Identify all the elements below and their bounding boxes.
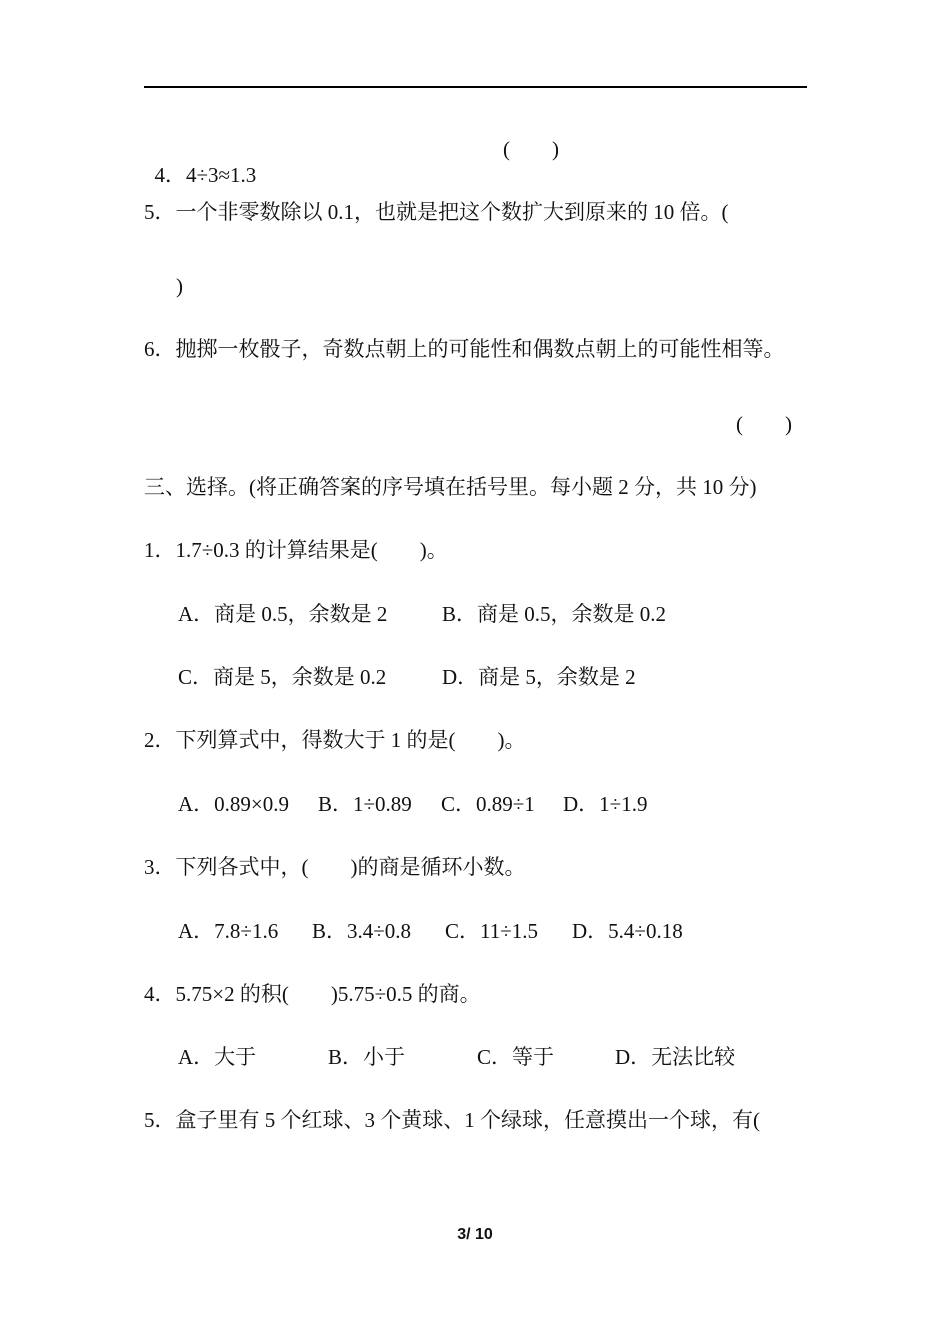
section-3-heading: 三、选择。(将正确答案的序号填在括号里。每小题 2 分，共 10 分) (144, 475, 757, 499)
choice-q1-option-b[interactable]: B．商是 0.5，余数是 0.2 (442, 602, 667, 626)
judgement-q5-text: 5．一个非零数除以 0.1，也就是把这个数扩大到原来的 10 倍。( (144, 200, 729, 224)
choice-q4-option-a[interactable]: A．大于 (178, 1045, 257, 1069)
choice-q4-option-c[interactable]: C．等于 (477, 1045, 555, 1069)
choice-q3-option-b[interactable]: B．3.4÷0.8 (312, 919, 412, 943)
judgement-q4-answer-paren[interactable]: ( ) (503, 137, 559, 161)
judgement-q6-answer-paren[interactable]: ( ) (736, 412, 792, 436)
choice-q2-option-c[interactable]: C．0.89÷1 (441, 792, 535, 816)
choice-q3-option-a[interactable]: A．7.8÷1.6 (178, 919, 279, 943)
header-rule (144, 86, 807, 88)
judgement-q4-text: 4．4÷3≈1.3 (154, 163, 257, 187)
choice-q1-option-a[interactable]: A．商是 0.5，余数是 2 (178, 602, 388, 626)
choice-q2-option-d[interactable]: D．1÷1.9 (563, 792, 648, 816)
choice-q1-stem: 1．1.7÷0.3 的计算结果是( )。 (144, 538, 448, 562)
choice-q3-option-c[interactable]: C．11÷1.5 (445, 919, 539, 943)
choice-q2-stem: 2．下列算式中，得数大于 1 的是( )。 (144, 728, 526, 752)
choice-q4-option-b[interactable]: B．小于 (328, 1045, 406, 1069)
choice-q2-option-b[interactable]: B．1÷0.89 (318, 792, 412, 816)
choice-q2-option-a[interactable]: A．0.89×0.9 (178, 792, 290, 816)
choice-q5-stem: 5．盒子里有 5 个红球、3 个黄球、1 个绿球，任意摸出一个球，有( (144, 1108, 760, 1132)
choice-q3-stem: 3．下列各式中，( )的商是循环小数。 (144, 855, 526, 879)
choice-q4-stem: 4．5.75×2 的积( )5.75÷0.5 的商。 (144, 982, 481, 1006)
judgement-q5-answer-paren[interactable]: ) (176, 274, 183, 298)
choice-q1-option-d[interactable]: D．商是 5，余数是 2 (442, 665, 636, 689)
page-number: 3/ 10 (457, 1226, 493, 1243)
judgement-q6-text: 6．抛掷一枚骰子，奇数点朝上的可能性和偶数点朝上的可能性相等。 (144, 337, 785, 361)
judgement-q4 (144, 136, 256, 188)
choice-q4-option-d[interactable]: D．无法比较 (615, 1045, 736, 1069)
choice-q1-option-c[interactable]: C．商是 5，余数是 0.2 (178, 665, 387, 689)
choice-q3-option-d[interactable]: D．5.4÷0.18 (572, 919, 683, 943)
